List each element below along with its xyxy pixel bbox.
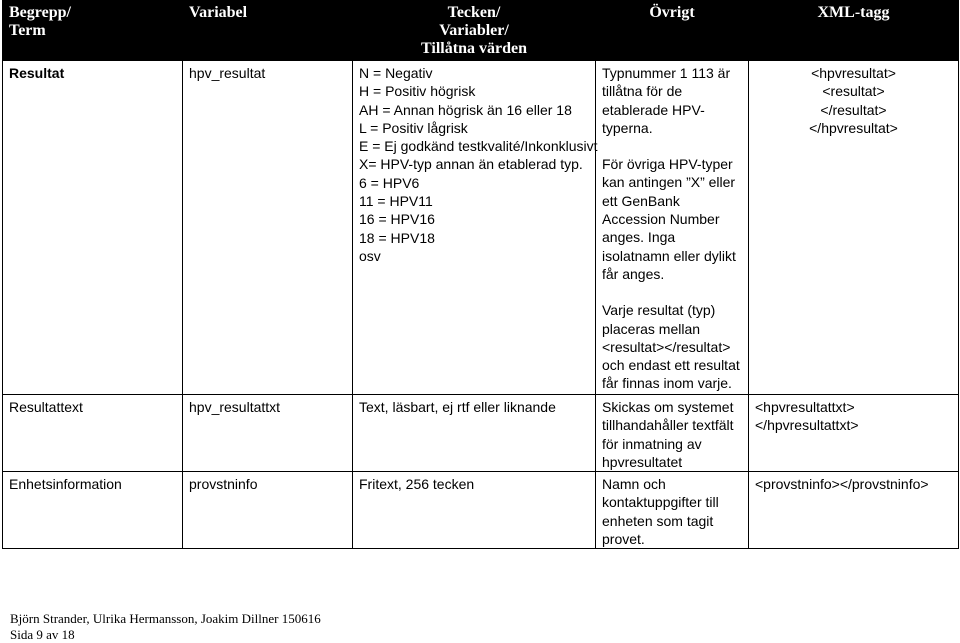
value-line: osv bbox=[359, 247, 381, 264]
cell-variable: provstninfo bbox=[183, 472, 353, 549]
value-line: 16 = HPV16 bbox=[359, 211, 435, 228]
value-line: 18 = HPV18 bbox=[359, 229, 435, 246]
table-row bbox=[3, 395, 959, 472]
value-line: N = Negativ bbox=[359, 65, 433, 81]
cell-variable: hpv_resultattxt bbox=[183, 395, 353, 472]
header-term-line-1: Begrepp/ bbox=[9, 4, 71, 21]
cell-values: Text, läsbart, ej rtf eller liknande bbox=[353, 395, 596, 472]
value-line: X= HPV-typ annan än etablerad typ. bbox=[359, 156, 583, 173]
cell-values bbox=[353, 61, 596, 395]
xml-line: </hpvresultat> bbox=[809, 119, 898, 136]
footer-page-number: Sida 9 av 18 bbox=[10, 627, 75, 642]
cell-other bbox=[596, 61, 749, 395]
value-line: L = Positiv lågrisk bbox=[359, 119, 468, 136]
header-values-line-1: Tecken/ bbox=[447, 4, 501, 21]
cell-other: Skickas om systemet tillhandahåller textfält för inmatning av hpvresultatet bbox=[596, 395, 749, 472]
other-paragraph: För övriga HPV-typer kan antingen ”X” eller ett GenBank Accession Number anges. Inga isolatnamn eller dylikt får anges. bbox=[602, 156, 736, 282]
value-line: E = Ej godkänd testkvalité/Inkonklusivt bbox=[359, 138, 598, 155]
cell-term: Resultat bbox=[3, 61, 183, 395]
header-xml: XML-tagg bbox=[749, 1, 959, 61]
xml-line: <resultat> bbox=[822, 83, 885, 100]
cell-other: Namn och kontaktuppgifter till enheten som tagit provet. bbox=[596, 472, 749, 549]
value-line: H = Positiv högrisk bbox=[359, 83, 476, 100]
paragraph-spacer bbox=[602, 283, 742, 301]
cell-term: Enhetsinformation bbox=[3, 472, 183, 549]
header-values bbox=[353, 1, 596, 61]
cell-xml: <provstninfo></provstninfo> bbox=[749, 472, 959, 549]
header-variable: Variabel bbox=[183, 1, 353, 61]
xml-line: </resultat> bbox=[820, 101, 887, 118]
header-term bbox=[3, 1, 183, 61]
cell-xml: <hpvresultattxt></hpvresultattxt> bbox=[749, 395, 959, 472]
other-paragraph: Varje resultat (typ) placeras mellan <resultat></resultat> och endast ett resultat får finnas inom varje. bbox=[602, 302, 740, 392]
cell-term: Resultattext bbox=[3, 395, 183, 472]
cell-xml bbox=[749, 61, 959, 395]
page-footer bbox=[10, 611, 321, 643]
value-line: 6 = HPV6 bbox=[359, 174, 420, 191]
paragraph-spacer bbox=[602, 137, 742, 155]
specification-table bbox=[2, 0, 959, 549]
xml-line: <hpvresultat> bbox=[811, 65, 896, 81]
header-other: Övrigt bbox=[596, 1, 749, 61]
cell-variable: hpv_resultat bbox=[183, 61, 353, 395]
cell-values: Fritext, 256 tecken bbox=[353, 472, 596, 549]
header-term-line-2: Term bbox=[9, 22, 46, 39]
table-row bbox=[3, 472, 959, 549]
footer-authors: Björn Strander, Ulrika Hermansson, Joakim Dillner 150616 bbox=[10, 611, 321, 626]
value-line: 11 = HPV11 bbox=[359, 193, 433, 210]
other-paragraph: Typnummer 1 113 är tillåtna för de etablerade HPV-typerna. bbox=[602, 65, 731, 136]
value-line: AH = Annan högrisk än 16 eller 18 bbox=[359, 101, 572, 118]
header-values-line-2: Variabler/ bbox=[439, 22, 509, 39]
table-header-row bbox=[3, 1, 959, 61]
header-values-line-3: Tillåtna värden bbox=[421, 40, 527, 57]
table-row bbox=[3, 61, 959, 395]
